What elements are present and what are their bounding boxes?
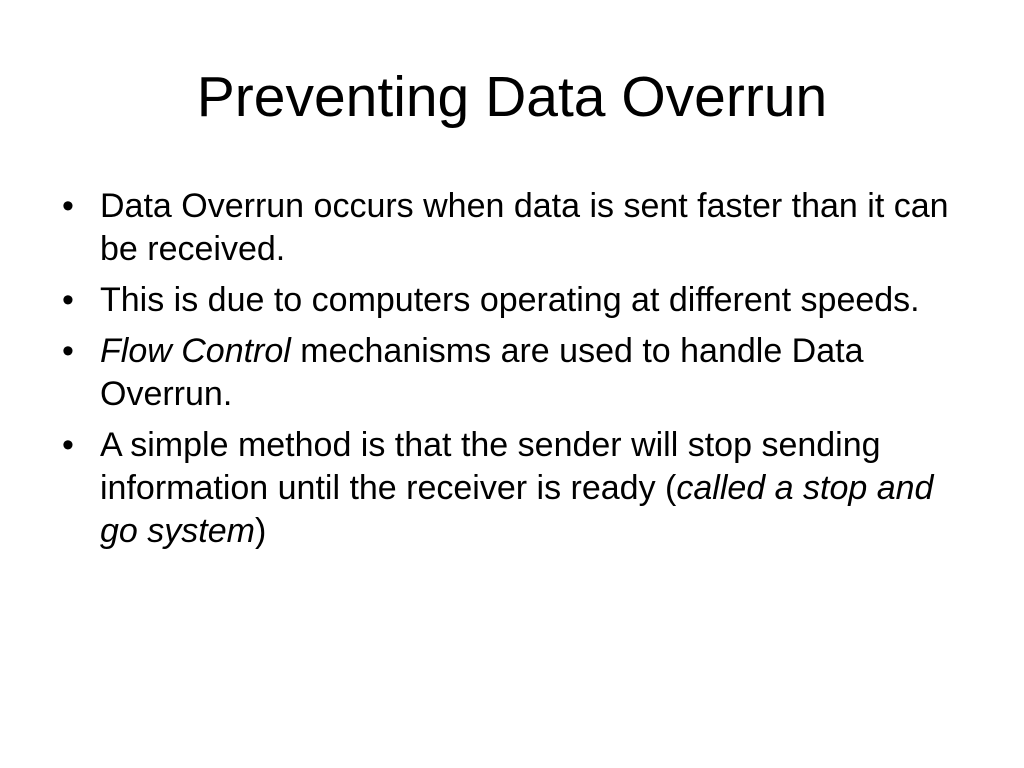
bullet-text: A simple method is that the sender will stop sending information until the receiver is ready ( (100, 426, 881, 507)
bullet-text: Data Overrun occurs when data is sent faster than it can be received. (100, 187, 949, 268)
bullet-dot-icon: • (62, 426, 74, 464)
bullet-dot-icon: • (62, 187, 74, 225)
bullet-dot-icon: • (62, 281, 74, 319)
bullet-italic-term: called a stop and go system (100, 469, 934, 550)
bullet-item (56, 330, 956, 416)
bullet-italic-term: Flow Control (100, 332, 291, 370)
bullet-text: This is due to computers operating at different speeds. (100, 281, 920, 319)
bullet-list (56, 185, 956, 561)
bullet-item (56, 279, 956, 322)
bullet-dot-icon: • (62, 332, 74, 370)
slide-title: Preventing Data Overrun (196, 65, 828, 129)
bullet-item (56, 185, 956, 271)
bullet-text-trail: ) (254, 512, 267, 550)
bullet-text: mechanisms are used to handle Data Overrun. (100, 332, 864, 413)
bullet-item (56, 424, 956, 553)
